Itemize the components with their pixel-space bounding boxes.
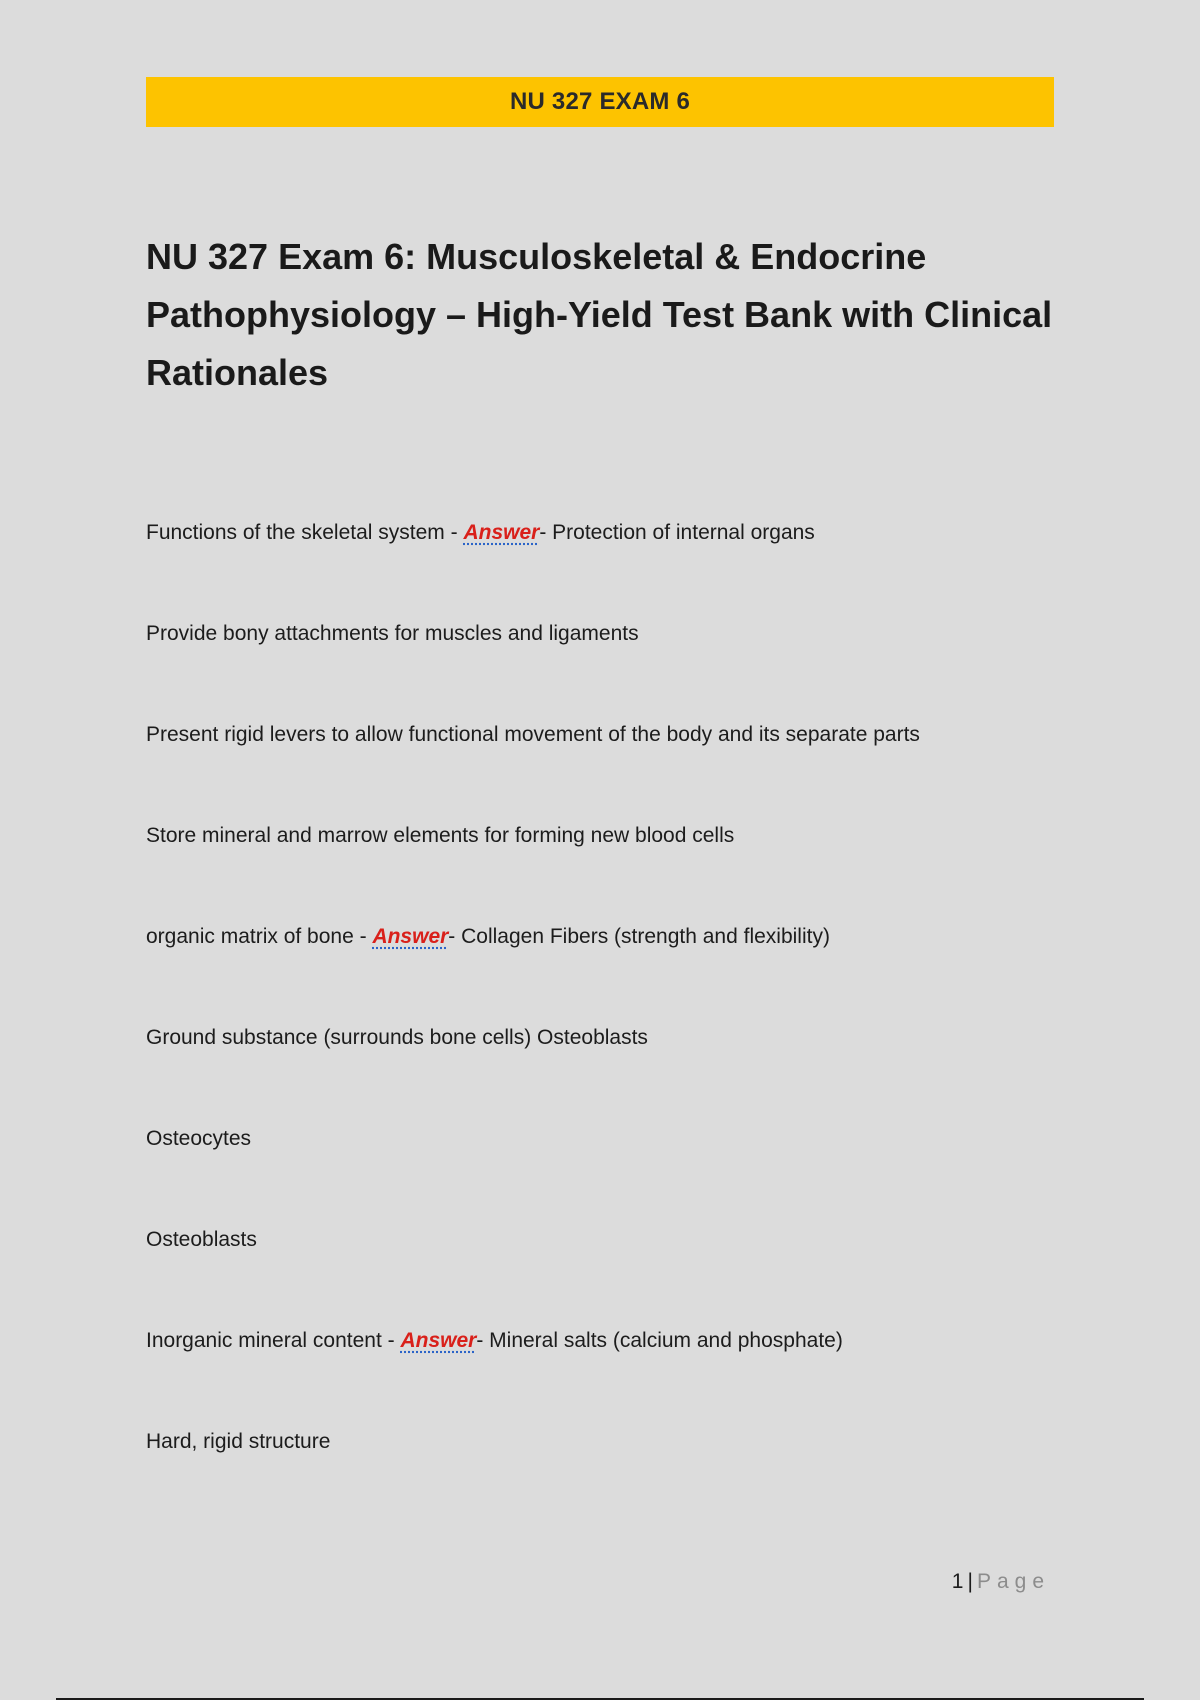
answer-text: - Collagen Fibers (strength and flexibility)	[448, 925, 830, 948]
answer-text: - Protection of internal organs	[539, 521, 815, 544]
qa-line-organic-matrix	[146, 923, 830, 951]
answer-label: Answer	[372, 925, 449, 948]
qa-line-inorganic-mineral	[146, 1327, 843, 1355]
page-number-footer	[952, 1570, 1050, 1594]
text-line: Osteocytes	[146, 1127, 252, 1150]
page-number: 1	[951, 1570, 964, 1593]
text-line: Present rigid levers to allow functional movement of the body and its separate parts	[146, 723, 920, 746]
text-line: Hard, rigid structure	[146, 1430, 331, 1453]
answer-label: Answer	[463, 521, 540, 544]
answer-label: Answer	[400, 1329, 477, 1352]
document-title: NU 327 Exam 6: Musculoskeletal & Endocrine Pathophysiology – High-Yield Test Bank with Clinical Rationales	[146, 236, 1053, 393]
qa-line-skeletal-functions	[146, 519, 815, 547]
text-line: Store mineral and marrow elements for forming new blood cells	[146, 824, 735, 847]
question-text: Inorganic mineral content -	[146, 1329, 401, 1352]
text-line: Ground substance (surrounds bone cells) Osteoblasts	[146, 1026, 648, 1049]
page-separator: |	[967, 1570, 973, 1593]
question-text: organic matrix of bone -	[146, 925, 373, 948]
page-label: Page	[976, 1570, 1050, 1593]
answer-text: - Mineral salts (calcium and phosphate)	[476, 1329, 843, 1352]
text-line: Provide bony attachments for muscles and ligaments	[146, 622, 639, 645]
header-banner	[146, 77, 1054, 127]
text-line: Osteoblasts	[146, 1228, 257, 1251]
header-banner-text: NU 327 EXAM 6	[510, 88, 690, 115]
question-text: Functions of the skeletal system -	[146, 521, 464, 544]
